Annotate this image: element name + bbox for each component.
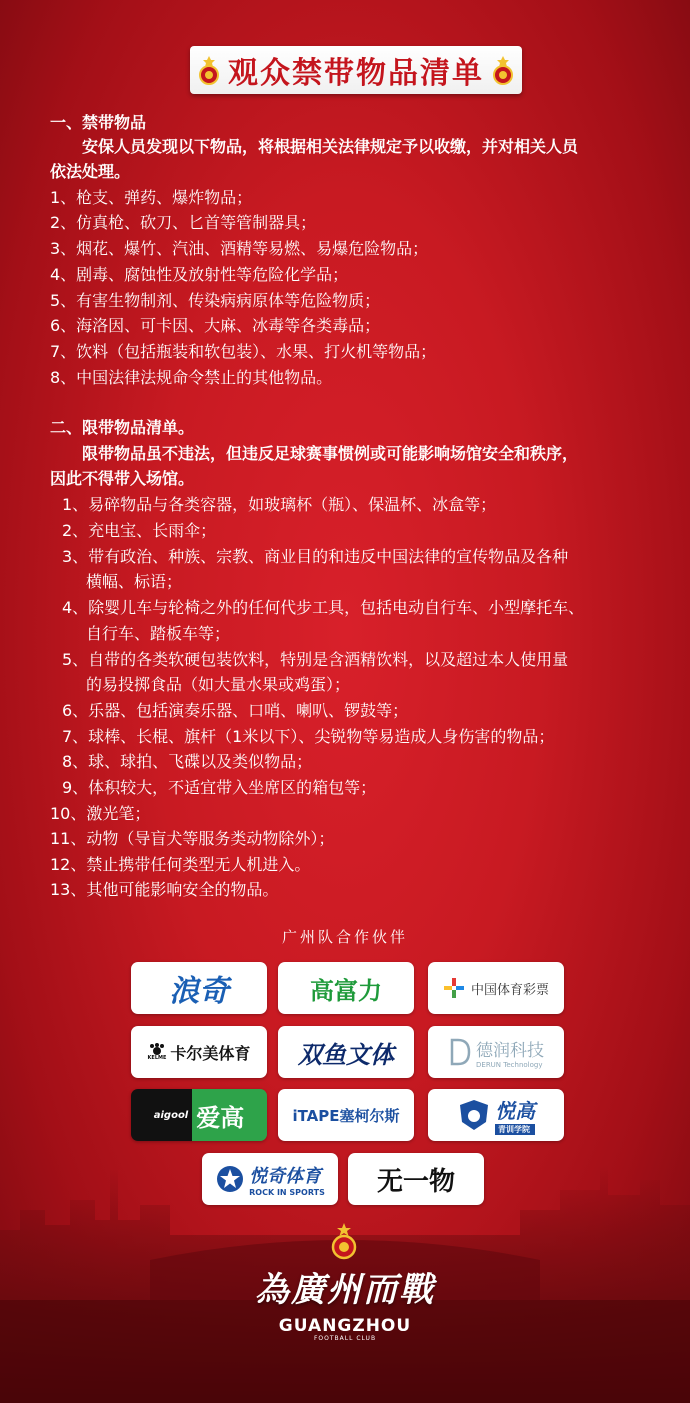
list-item: 11、动物（导盲犬等服务类动物除外）； — [50, 829, 335, 848]
section2-intro: 限带物品虽不违法，但违反足球赛事惯例或可能影响场馆安全和秩序， — [82, 444, 579, 463]
logo-subtext: aigool — [153, 1109, 189, 1121]
list-item-continued: 的易投掷食品（如大量水果或鸡蛋）； — [86, 675, 351, 694]
list-item: 8、球、球拍、飞碟以及类似物品； — [62, 752, 313, 771]
list-item-continued: 自行车、踏板车等； — [86, 624, 231, 643]
logo-subtext: DERUN Technology — [476, 1060, 543, 1069]
list-item: 3、烟花、爆竹、汽油、酒精等易燃、易爆危险物品； — [50, 239, 429, 258]
lottery-star-icon — [443, 977, 465, 999]
list-item: 3、带有政治、种族、宗教、商业目的和违反中国法律的宣传物品及各种 — [62, 547, 569, 566]
list-item: 7、球棒、长棍、旗杆（1米以下）、尖锐物等易造成人身伤害的物品； — [62, 727, 555, 746]
list-item: 2、充电宝、长雨伞； — [62, 521, 217, 540]
section1-intro: 安保人员发现以下物品，将根据相关法律规定予以收缴，并对相关人员 — [82, 137, 579, 156]
partner-logo-gaofuli[interactable] — [278, 962, 414, 1014]
list-item: 10、激光笔； — [50, 804, 151, 823]
partner-logo-itape[interactable] — [278, 1089, 414, 1141]
logo-text: 爱高 — [196, 1103, 245, 1132]
section2-intro: 因此不得带入场馆。 — [50, 469, 195, 488]
list-item: 5、自带的各类软硬包装饮料，特别是含酒精饮料，以及超过本人使用量 — [62, 650, 569, 669]
list-item: 9、体积较大，不适宜带入坐席区的箱包等； — [62, 778, 377, 797]
list-item: 7、饮料（包括瓶装和软包装）、水果、打火机等物品； — [50, 342, 437, 361]
kelme-mark: KELME — [148, 1043, 167, 1061]
partner-logo-langqi[interactable] — [131, 962, 267, 1014]
club-crest-icon — [490, 55, 516, 85]
logo-text: 无一物 — [376, 1166, 455, 1197]
partner-logo-yueqi[interactable] — [202, 1153, 338, 1205]
list-item: 4、剧毒、腐蚀性及放射性等危险化学品； — [50, 265, 349, 284]
partner-logo-lottery[interactable] — [428, 962, 564, 1014]
partner-logo-aigao[interactable] — [131, 1089, 267, 1141]
club-name: GUANGZHOU — [278, 1316, 412, 1336]
logo-subtext: 青训学院 — [495, 1124, 535, 1135]
club-crest-icon — [329, 1222, 359, 1260]
list-item: 5、有害生物制剂、传染病病原体等危险物质； — [50, 291, 381, 310]
paw-icon — [149, 1043, 165, 1055]
list-item: 1、易碎物品与各类容器，如玻璃杯（瓶）、保温杯、冰盒等； — [62, 495, 497, 514]
list-item-continued: 横幅、标语； — [86, 572, 183, 591]
list-item: 4、除婴儿车与轮椅之外的任何代步工具，包括电动自行车、小型摩托车、 — [62, 598, 585, 617]
partners-title: 广州队合作伙伴 — [281, 928, 408, 946]
partner-logo-derun[interactable] — [428, 1026, 564, 1078]
list-item: 6、海洛因、可卡因、大麻、冰毒等各类毒品； — [50, 316, 381, 335]
club-subtitle: FOOTBALL CLUB — [313, 1335, 377, 1342]
rock-goal-shield-icon — [457, 1098, 491, 1132]
logo-text: 高富力 — [310, 976, 382, 1005]
partner-logo-wuyiwu[interactable] — [348, 1153, 484, 1205]
logo-text: 卡尔美体育 — [170, 1043, 251, 1063]
logo-text: iTAPE塞柯尔斯 — [292, 1106, 400, 1125]
list-item: 8、中国法律法规命令禁止的其他物品。 — [50, 368, 333, 387]
logo-text: 悦奇体育 — [249, 1165, 322, 1187]
list-item: 1、枪支、弹药、爆炸物品； — [50, 188, 253, 207]
section2-heading: 二、限带物品清单。 — [50, 418, 195, 437]
list-item: 12、禁止携带任何类型无人机进入。 — [50, 855, 311, 874]
club-slogan: 為廣州而戰 — [255, 1270, 435, 1310]
list-item: 2、仿真枪、砍刀、匕首等管制器具； — [50, 213, 317, 232]
logo-text: 双鱼文体 — [298, 1040, 394, 1069]
partner-logo-shuangyu[interactable] — [278, 1026, 414, 1078]
section1-intro: 依法处理。 — [50, 162, 131, 181]
title-banner — [190, 46, 522, 94]
logo-text: 德润科技 — [476, 1040, 544, 1061]
partner-logo-kelme[interactable] — [131, 1026, 267, 1078]
section1-heading: 一、禁带物品 — [50, 113, 147, 132]
list-item: 13、其他可能影响安全的物品。 — [50, 880, 279, 899]
logo-subtext: ROCK IN SPORTS — [249, 1187, 325, 1197]
logo-text: 中国体育彩票 — [470, 982, 549, 998]
logo-text: 浪奇 — [169, 974, 229, 1009]
yueqi-star-icon — [215, 1164, 245, 1194]
logo-text: 悦高 — [495, 1099, 535, 1123]
club-crest-icon — [196, 55, 222, 85]
list-item: 6、乐器、包括演奏乐器、口哨、喇叭、锣鼓等； — [62, 701, 409, 720]
partner-logo-yuegao[interactable] — [428, 1089, 564, 1141]
page-title: 观众禁带物品清单 — [228, 56, 484, 91]
derun-d-icon — [448, 1037, 472, 1067]
